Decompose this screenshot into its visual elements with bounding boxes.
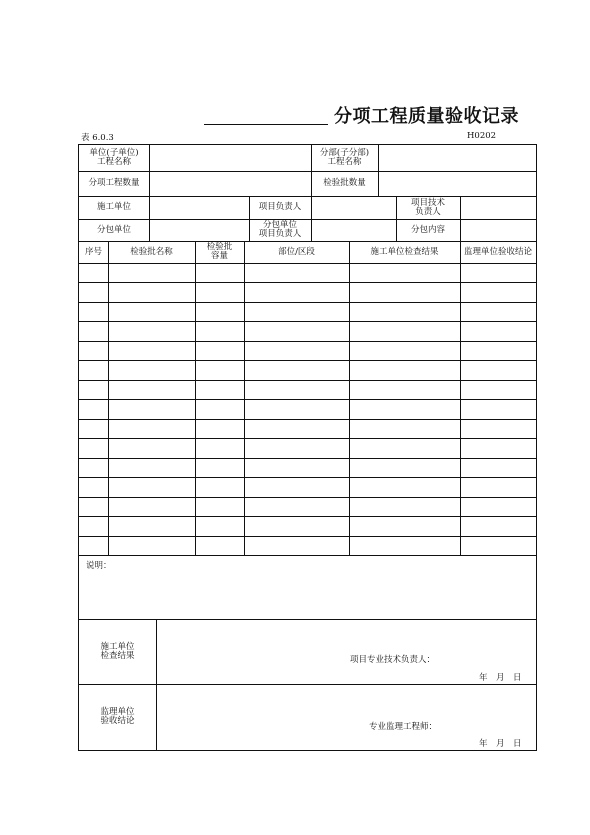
cell-batch-name[interactable] [109, 439, 195, 457]
supervisor-signer-label: 专业监理工程师： [369, 722, 438, 732]
cell-location[interactable] [245, 381, 349, 399]
cell-seq[interactable] [80, 517, 108, 535]
cell-supervisor-conclusion[interactable] [461, 459, 536, 477]
cell-batch-capacity[interactable] [196, 400, 244, 418]
column-header-batch-capacity: 检验批 容量 [206, 242, 233, 261]
cell-contractor-result[interactable] [350, 322, 460, 340]
cell-batch-name[interactable] [109, 537, 195, 555]
division-project-name-field[interactable] [379, 145, 536, 171]
cell-supervisor-conclusion[interactable] [461, 264, 536, 282]
cell-location[interactable] [245, 400, 349, 418]
cell-contractor-result[interactable] [350, 537, 460, 555]
cell-contractor-result[interactable] [350, 498, 460, 516]
cell-batch-capacity[interactable] [196, 420, 244, 438]
rule [195, 241, 196, 555]
cell-contractor-result[interactable] [350, 361, 460, 379]
contractor-label: 施工单位 [96, 202, 131, 212]
form-code: H0202 [467, 131, 497, 141]
rule [108, 241, 109, 555]
subcontractor-label: 分包单位 [96, 224, 131, 235]
cell-supervisor-conclusion[interactable] [461, 537, 536, 555]
cell-batch-capacity[interactable] [196, 459, 244, 477]
project-manager-label: 项目负责人 [258, 202, 302, 212]
cell-seq[interactable] [80, 478, 108, 496]
cell-location[interactable] [245, 361, 349, 379]
sub-content-label: 分包内容 [410, 224, 445, 235]
cell-batch-name[interactable] [109, 517, 195, 535]
batch-quantity-label: 检验批数量 [323, 178, 366, 188]
rule [460, 241, 461, 555]
cell-location[interactable] [245, 498, 349, 516]
cell-seq[interactable] [80, 322, 108, 340]
cell-location[interactable] [245, 283, 349, 301]
cell-supervisor-conclusion[interactable] [461, 498, 536, 516]
cell-supervisor-conclusion[interactable] [461, 439, 536, 457]
contractor-date-label: 年 月 日 [479, 673, 522, 683]
supervisor-date-label: 年 月 日 [479, 739, 522, 749]
cell-batch-capacity[interactable] [196, 439, 244, 457]
cell-batch-capacity[interactable] [196, 283, 244, 301]
cell-seq[interactable] [80, 498, 108, 516]
cell-contractor-result[interactable] [350, 478, 460, 496]
sub-manager-field[interactable] [312, 219, 396, 241]
rule [244, 241, 245, 555]
contractor-check-label: 施工单位 检查结果 [100, 641, 135, 661]
cell-batch-name[interactable] [109, 381, 195, 399]
cell-seq[interactable] [80, 303, 108, 321]
notes-field[interactable] [119, 555, 533, 617]
cell-seq[interactable] [80, 283, 108, 301]
cell-contractor-result[interactable] [350, 303, 460, 321]
cell-batch-capacity[interactable] [196, 303, 244, 321]
cell-location[interactable] [245, 478, 349, 496]
cell-batch-name[interactable] [109, 478, 195, 496]
batch-quantity-field[interactable] [379, 171, 536, 196]
division-project-name-label: 分部(子分部) 工程名称 [319, 148, 370, 167]
cell-supervisor-conclusion[interactable] [461, 283, 536, 301]
cell-batch-name[interactable] [109, 303, 195, 321]
cell-location[interactable] [245, 420, 349, 438]
unit-project-name-field[interactable] [150, 145, 311, 171]
cell-supervisor-conclusion[interactable] [461, 342, 536, 360]
cell-contractor-result[interactable] [350, 381, 460, 399]
cell-location[interactable] [245, 303, 349, 321]
cell-batch-capacity[interactable] [196, 381, 244, 399]
project-manager-field[interactable] [312, 196, 396, 219]
cell-location[interactable] [245, 342, 349, 360]
cell-location[interactable] [245, 459, 349, 477]
supervisor-check-label: 监理单位 验收结论 [100, 707, 135, 726]
unit-project-name-label: 单位(子单位) 工程名称 [89, 148, 139, 167]
cell-seq[interactable] [80, 264, 108, 282]
cell-location[interactable] [245, 517, 349, 535]
cell-contractor-result[interactable] [350, 342, 460, 360]
subitem-quantity-field[interactable] [150, 171, 311, 196]
cell-supervisor-conclusion[interactable] [461, 361, 536, 379]
cell-contractor-result[interactable] [350, 439, 460, 457]
table-number: 表 6.0.3 [81, 133, 114, 143]
cell-seq[interactable] [80, 361, 108, 379]
cell-supervisor-conclusion[interactable] [461, 400, 536, 418]
cell-location[interactable] [245, 537, 349, 555]
sub-manager-label: 分包单位 项目负责人 [258, 220, 302, 239]
rule [349, 241, 350, 555]
cell-batch-name[interactable] [109, 264, 195, 282]
tech-manager-label: 项目技术 负责人 [410, 197, 445, 217]
cell-batch-capacity[interactable] [196, 322, 244, 340]
tech-manager-field[interactable] [461, 196, 536, 219]
cell-seq[interactable] [80, 342, 108, 360]
cell-seq[interactable] [80, 459, 108, 477]
subitem-quantity-label: 分项工程数量 [88, 178, 140, 188]
cell-batch-name[interactable] [109, 361, 195, 379]
cell-location[interactable] [245, 264, 349, 282]
cell-batch-name[interactable] [109, 342, 195, 360]
cell-location[interactable] [245, 439, 349, 457]
page-title: 分项工程质量验收记录 [334, 106, 519, 127]
cell-contractor-result[interactable] [350, 264, 460, 282]
cell-batch-capacity[interactable] [196, 498, 244, 516]
cell-batch-capacity[interactable] [196, 342, 244, 360]
subcontractor-field[interactable] [150, 219, 249, 241]
cell-batch-name[interactable] [109, 420, 195, 438]
cell-batch-capacity[interactable] [196, 264, 244, 282]
contractor-signer-label: 项目专业技术负责人： [350, 655, 436, 665]
cell-batch-name[interactable] [109, 498, 195, 516]
cell-supervisor-conclusion[interactable] [461, 381, 536, 399]
cell-batch-capacity[interactable] [196, 517, 244, 535]
notes-label: 说明： [86, 561, 112, 571]
cell-seq[interactable] [80, 537, 108, 555]
cell-seq[interactable] [80, 400, 108, 418]
sub-content-field[interactable] [461, 219, 536, 241]
cell-seq[interactable] [80, 420, 108, 438]
contractor-field[interactable] [150, 196, 249, 219]
cell-supervisor-conclusion[interactable] [461, 517, 536, 535]
cell-batch-name[interactable] [109, 400, 195, 418]
cell-batch-name[interactable] [109, 459, 195, 477]
cell-batch-name[interactable] [109, 283, 195, 301]
column-header-supervisor-conclusion: 监理单位验收结论 [463, 246, 532, 257]
cell-contractor-result[interactable] [350, 459, 460, 477]
cell-supervisor-conclusion[interactable] [461, 478, 536, 496]
cell-batch-capacity[interactable] [196, 478, 244, 496]
cell-batch-capacity[interactable] [196, 361, 244, 379]
cell-supervisor-conclusion[interactable] [461, 322, 536, 340]
column-header-contractor-result: 施工单位检查结果 [370, 246, 439, 257]
cell-seq[interactable] [80, 439, 108, 457]
inspection-record-form [78, 144, 537, 751]
cell-contractor-result[interactable] [350, 400, 460, 418]
column-header-location: 部位/区段 [278, 246, 315, 257]
cell-contractor-result[interactable] [350, 283, 460, 301]
cell-batch-name[interactable] [109, 322, 195, 340]
column-header-seq: 序号 [84, 246, 102, 257]
cell-contractor-result[interactable] [350, 517, 460, 535]
column-header-batch-name: 检验批名称 [130, 246, 173, 257]
cell-contractor-result[interactable] [350, 420, 460, 438]
cell-supervisor-conclusion[interactable] [461, 420, 536, 438]
cell-location[interactable] [245, 322, 349, 340]
project-name-blank[interactable] [204, 124, 328, 125]
cell-seq[interactable] [80, 381, 108, 399]
cell-batch-capacity[interactable] [196, 537, 244, 555]
cell-supervisor-conclusion[interactable] [461, 303, 536, 321]
